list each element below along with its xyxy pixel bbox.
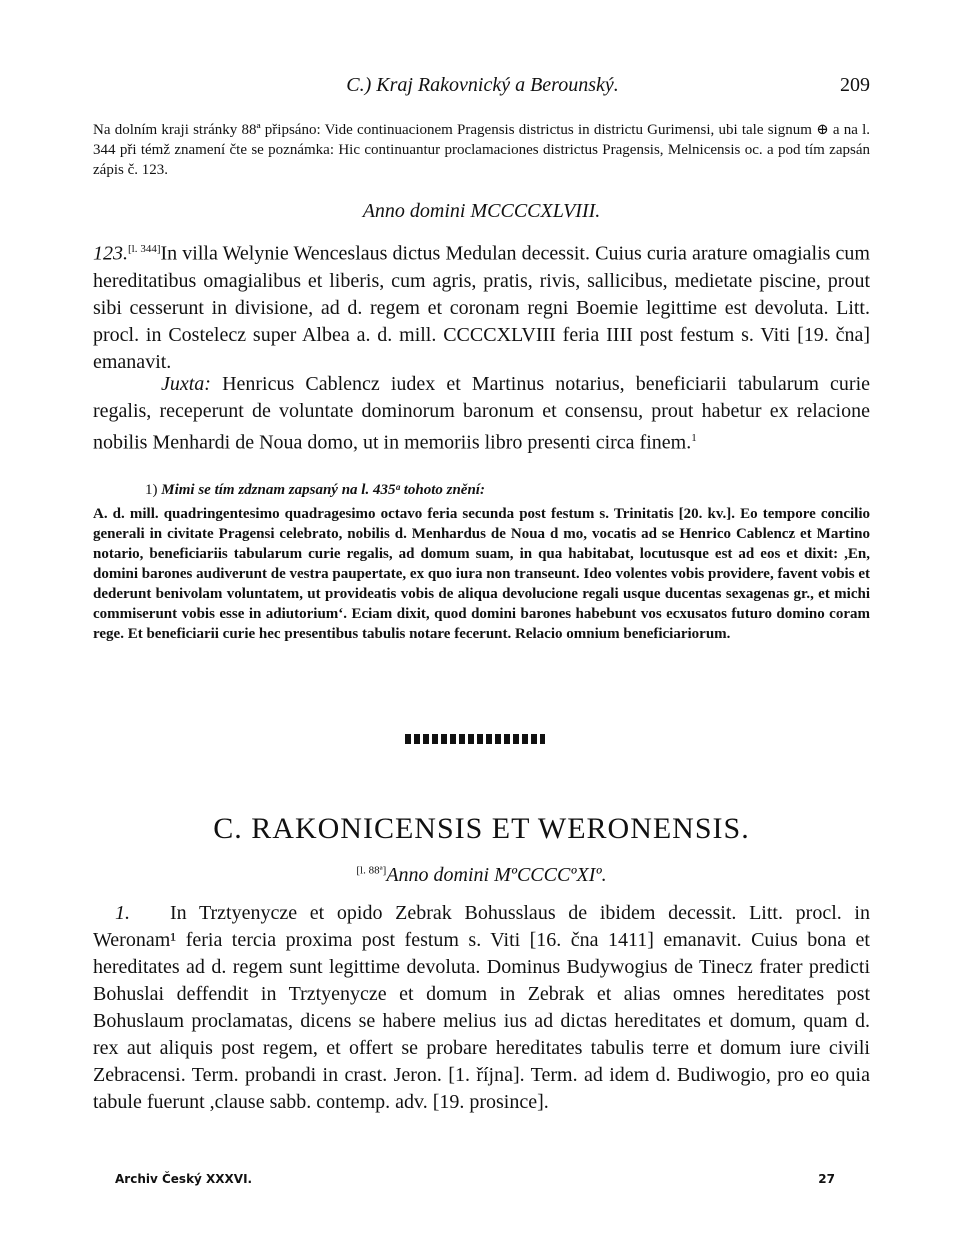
entry-text: In villa Welynie Wenceslaus dictus Medulan decessit. Cuius curia arature omagialis cum hereditatibus omagialibus et liberis, cum agris, pratis, rivis, sallicibus, medietate piscine, prout sibi cesserunt in divisione, ad d. regem et coronam regni Boemie legittime est devoluta. Litt. procl. in Costelecz super Albea a. d. mill. CCCCXLVIII feria IIII post festum s. Viti [19. čna] emanavit. [93,242,870,373]
entry-123 [93,236,870,376]
entry-1-number: 1. [115,902,130,924]
section-separator [405,734,545,744]
folio-ref-2: [l. 88ª] [356,864,387,877]
footer-signature: 27 [818,1172,835,1186]
year-heading-2 [93,864,870,887]
page-footer [115,1172,835,1186]
footnote-heading: Mimi se tím zdznam zapsaný na l. 435ᵃ tohoto znění: [161,482,485,498]
intro-note [93,120,870,180]
page-header [95,74,870,102]
juxta-paragraph [93,371,870,457]
intro-note-text: Na dolním kraji stránky 88ª připsáno: Vide continuacionem Pragensis districtus in districtu Gurimensi, ubi tale signum ⊕ a na l. 344 při témž znamení čte se poznámka: Hic continuantur proclamaciones districtus Pragensis, Melnicensis oc. a pod tím zapsán zápis č. 123. [93,122,870,178]
footnote-heading-line [93,480,870,500]
entry-1 [93,900,870,1116]
footnote [93,480,870,644]
page-number: 209 [840,74,870,96]
footnote-marker: 1 [691,432,697,444]
year-heading-1: Anno domini MCCCCXLVIII. [362,200,601,222]
juxta-label: Juxta: [161,373,211,395]
footnote-text: A. d. mill. quadringentesimo quadragesimo octavo feria secunda post festum s. Trinitatis [20. kv.]. Eo tempore concilio generali in civitate Pragensi celebrato, nobilis d. Menhardus de Noua d mo, vocatis ad se Henrico Cablencz et Martino notario, beneficiariis tabularum curie regalis, ad domum suam, in qua habitabat, locutusque est ad eos et dixit: ,En, domini barones audiverunt de vestra paupertate, ex quo iura non transeunt. Ideo volentes vobis providere, favent vobis et dederunt benivolam voluntatem, ut provideatis vobis de aliqua devolucione regali usque ducentas sexagenas gr., et michi commiserunt vobis esse in adiutorium‘. Eciam dixit, quod domini barones habebunt vos ecxusatos futuro domino coram rege. Et beneficiarii curie hec presentibus tabulis notare fecerunt. Relacio omnium beneficiariorum. [93,506,870,642]
entry-1-text: In Trztyenycze et opido Zebrak Bohusslaus de ibidem decessit. Litt. procl. in Weronam¹ feria tercia proxima post festum s. Viti [16. čna 1411] emanavit. Cuius bona et hereditates ad d. regem sunt legittime devoluta. Dominus Budywogius de Tinecz frater predicti Bohuslai deffendit in Trztyenycze et domum in Zebrak et alias omnes hereditates post Bohuslaum proclamatas, dicens se habere melius ius ad dictas hereditates et domum, quam d. rex aut aliquis post regem, et offert se probare hereditates tabulis terre et domum iure civili Zebracensi. Term. probandi in crast. Jeron. [1. října]. Term. ad idem d. Budiwogio, pro eo quia tabule fuerunt ,clause sabb. contemp. adv. [19. prosince]. [93,902,870,1113]
juxta-text: Henricus Cablencz iudex et Martinus notarius, beneficiarii tabularum curie regalis, receperunt de voluntate dominorum baronum et consensu, prout habetur ex relacione nobilis Menhardi de Noua domo, ut in memoriis libro presenti circa finem. [93,373,871,454]
year-heading-2-text: Anno domini MºCCCCºXIº. [386,864,607,886]
footer-journal: Archiv Český XXXVI. [115,1172,253,1186]
footnote-mark: 1) [145,482,158,498]
entry-number: 123. [93,242,128,265]
folio-ref: [l. 344] [128,243,161,255]
section-title: C. RAKONICENSIS ET WERONENSIS. [213,812,750,845]
running-title: C.) Kraj Rakovnický a Berounský. [346,74,619,96]
